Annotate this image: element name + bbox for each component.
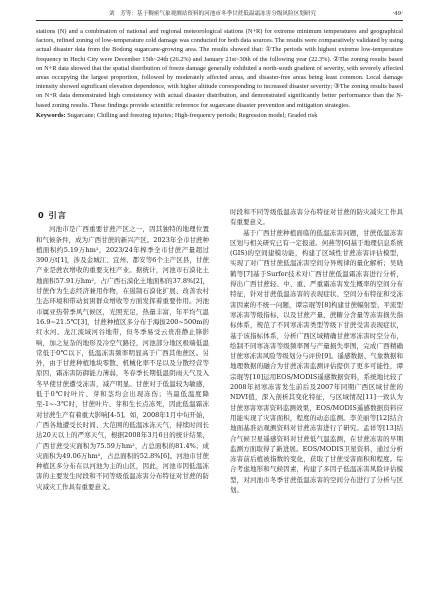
right-paragraph: 基于广西甘蔗种植面临的低温冻害问题，甘蔗低温冻害区划与相关研究已有一定报道。何燕等[6]基于地理信息系统(GIS)的空间建模功能，构建了区域性甘蔗冻害评估模型，实现了对广西甘蔗低温冻害空间分异规律的量化解析；吴晓鹤等[7]基于Surfer技术对广西甘蔗低温霜冻害进行分析，得出广西甘蔗轻、中、重、严重霜冻害发生概率的空间分布特征，针对甘蔗低温冻害的表现症状、空间分布特征和受冻害因素的不统一问题，谭宗琨等[8]构建甘蔗幅射型、平流型寒冻害等级指标，以及甘蔗产量、蔗糖分含量等冻害损失指标体系，规范了不同寒冻害类型等级下甘蔗受害表现症状，基于该指标体系，分析广西区域精确甘蔗寒冻害时空分布，绘制不同寒冻害等级频率图与产量损失率图，完成广西精确甘蔗寒冻害风险等级划分与评价[9]。遥感数据、气象数据和地理数据的融合为甘蔗冻害监测评估提供了更多可能性，谭宗琨等[10]运用EOS/MODIS遥感数据资料，系统地比较了2008年初寒冻害发生前后及2007年同期广西区域甘蔗的NDVI值，深入剖析其变化特征，与区域情况[11]一致认为甘蔗寒害寒害资料监测效果，EOS/MODIS遥感数据资料应用能实现了灾害面积，程度的动态监测。李美丽等[12]结合地面基准站观测资料对甘蔗冻害进行了研究。孟祥等[13]结合气候卫星遥感资料对甘蔗低气温监测，在甘蔗冻害的早期监测方面取得了新进展。EOS/MODIS卫星资料，通过分析冻害前后植被指数的变化，获取了甘蔗受害面积和程度。综合考虑地形和气候因素，构建了多因子低温冻害风险评估模型，对河池市冬季甘蔗低温冻害的空间分布进行了分析与区划。 — [230, 228, 403, 495]
right-column — [230, 207, 403, 495]
english-abstract — [36, 27, 403, 120]
page-number: ·49· — [392, 11, 403, 17]
body-columns — [36, 205, 403, 597]
keywords-line — [36, 111, 403, 120]
keywords-label: Keywords: — [36, 111, 66, 119]
running-title: 刘 芳等：基于稠密气象观测站资料的河池市冬季甘蔗低温霜冻害分级风险区划研究 — [109, 11, 316, 17]
right-paragraph-continued: 时段和不同等级低温冻害分布特征对甘蔗的防灾减灾工作具有重要意义。 — [230, 208, 403, 227]
left-paragraph: 河池市是广西重要甘蔗产区之一，因其独特的地理位置和气候条件，成为广西甘蔗的新兴产区。2023年全市甘蔗种植面积约5.19万hm²，2023/24年榨季全市甘蔗产量超过390万t[1]，涉及金城江、宜州、都安等6个主产区县，甘蔗产业是蔗农增收的重要支柱产业。据统计，河池市石漠化土地面积57.91万hm²，占广西石漠化土地面积的37.8%[2]，甘蔗作为生态经济兼用作物，在遏制石漠化扩展、改善农村生态环境和带动贫困群众增收等方面发挥着重要作用。河池市属亚热带季风气候区，光照充足，热量丰富，年平均气温16.9~21.5℃[3]，甘蔗种植区多分布于海拔200~500m的红水河、龙江流域河谷地带，但冬季易受云贵准静止锋影响，加之复杂的地形及冷空气路径，河池部分地区极端低温常低于0℃以下，低温冻害频率明显高于广西其他蔗区。另外，由于甘蔗种植地块零散、机械化率不足以及分散经营等原因，霜冻害防御能力薄弱，冬春季长期低温阴雨天气及入冬早使甘蔗遭受冻害，减产明显。甘蔗对于低温较为敏感，低于0℃时叶片、芽和茎均会出现冻伤；当最低温度降至-1~-3℃时，甘蔗叶片、芽和生长点冻死，因此低温霜冻对甘蔗生产有着重大影响[4-5]。如，2008年1月中旬开始，广西各地遭受长时间、大范围的低温冰冻天气，持续时间长达20天以上的严寒天气，根据2008年3月6日的统计结果，广西甘蔗受灾面积为75.59万hm²，占总面积的81.4%；成灾面积为49.06万hm²，占总面积的52.8%[6]。河池市甘蔗种植区多分布在以河池为主的山区，因此，河池市因低温冻害的主要发生时段和不同等级低温冻害分布特征对甘蔗的防灾减灾工作具有重要意义。 — [36, 225, 209, 491]
running-header — [36, 8, 403, 21]
keywords-text: Sugarcane; Chilling and freezing injuries; High-frequency periods; Regression model; Graded risk — [67, 111, 318, 119]
left-column — [36, 205, 209, 492]
abstract-body: stations (N) and a combination of national and regional meteorological stations (N+R) for extreme minimum temperatures and geographical factors, refined zoning of low-temperature cold damage was conducted for both data sources. The results were comparatively validated by using actual disaster data from the Bodong sugarcane-growing area. The results showed that: ①The periods with highest extreme low-temperature frequency in Hechi City were December 15th~24th (26.2%) and January 21st~30th of the following year (22.3%). ②The zoning results based on N+R data showed that the spatial distribution of freeze damage generally exhibited a north-south gradient of severity, with severely affected areas occupying the largest proportion, followed by moderately affected areas, and disaster-free areas being least common. Local damage intensity showed significant elevation dependence, with higher altitude corresponding to increased disaster severity; ③The zoning results based on N+R data demonstrated high consistency with actual disaster distribution, and demonstrated significantly better performance than the N-based zoning results. These findings provide scientific reference for sugarcane disaster prevention and mitigation strategies. — [36, 28, 403, 109]
section-heading-introduction: 0 引言 — [38, 210, 67, 220]
